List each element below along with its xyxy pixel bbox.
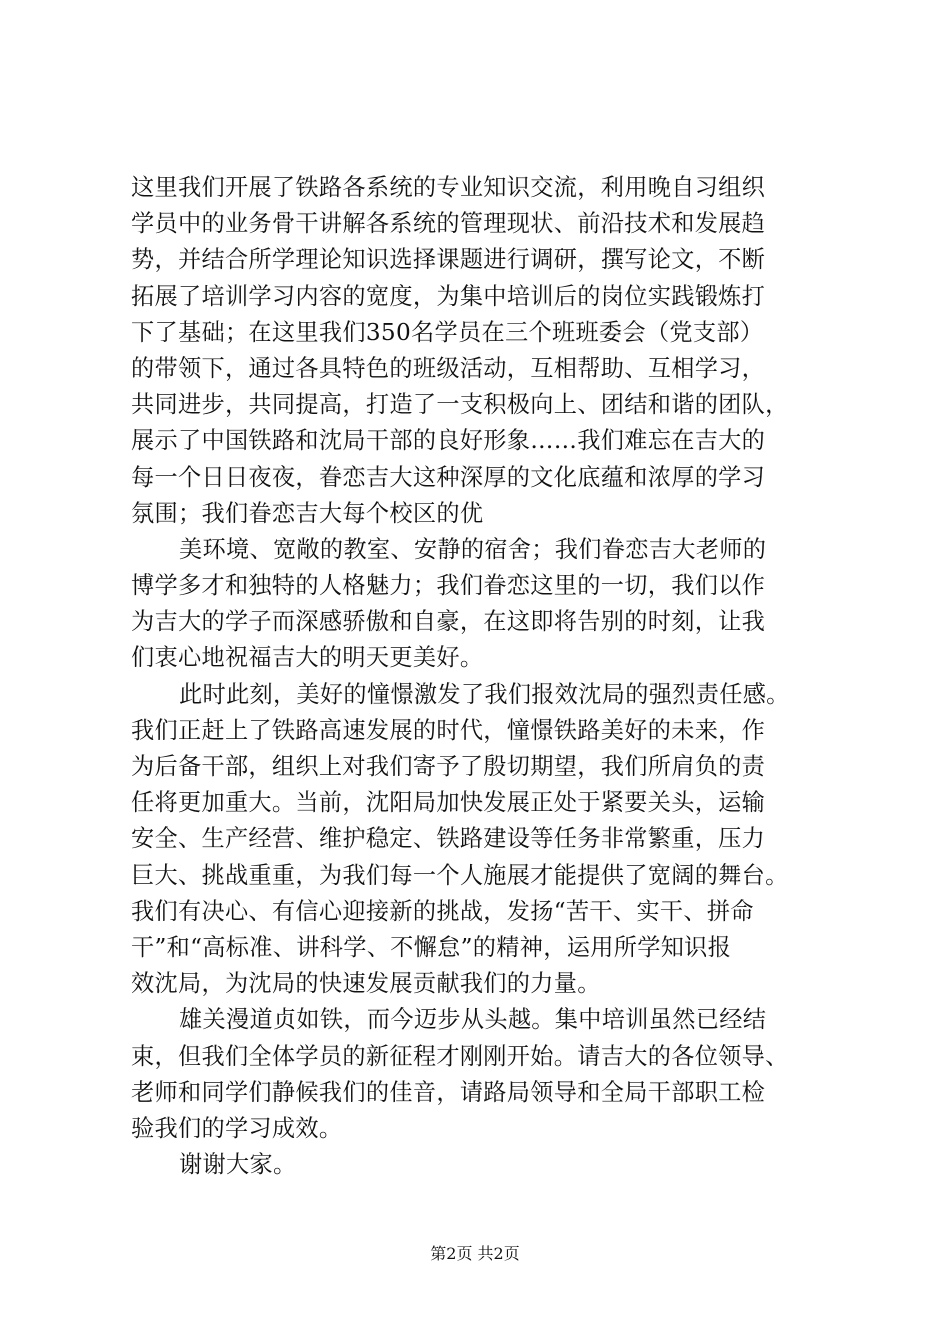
text-line: 老师和同学们静候我们的佳音，请路局领导和全局干部职工检 [131, 1078, 766, 1106]
text-line: 势，并结合所学理论知识选择课题进行调研，撰写论文，不断 [131, 246, 766, 274]
text-line: 氛围；我们眷恋吉大每个校区的优 [131, 499, 484, 527]
text-line: 巨大、挑战重重，为我们每一个人施展才能提供了宽阔的舞台。 [131, 861, 789, 889]
text-line: 下了基础；在这里我们350名学员在三个班班委会（党支部） [131, 318, 764, 346]
text-line: 我们正赶上了铁路高速发展的时代，憧憬铁路美好的未来，作 [131, 716, 766, 744]
body-text [131, 170, 851, 1183]
text-line: 验我们的学习成效。 [131, 1114, 343, 1142]
text-line: 展示了中国铁路和沈局干部的良好形象……我们难忘在吉大的 [131, 427, 766, 455]
text-line: 为后备干部，组织上对我们寄予了殷切期望，我们所肩负的责 [131, 753, 766, 780]
text-line: 每一个日日夜夜，眷恋吉大这种深厚的文化底蕴和浓厚的学习 [131, 463, 766, 491]
text-line: 共同进步，共同提高，打造了一支积极向上、团结和谐的团队， [131, 391, 789, 419]
text-line: 效沈局，为沈局的快速发展贡献我们的力量。 [131, 970, 601, 998]
text-line: 我们有决心、有信心迎接新的挑战，发扬“苦干、实干、拼命 [131, 897, 754, 925]
paragraph-start-line: 雄关漫道贞如铁，而今迈步从头越。集中培训虽然已经结 [179, 1006, 767, 1034]
text-line: 这里我们开展了铁路各系统的专业知识交流，利用晚自习组织 [131, 174, 766, 201]
text-line: 的带领下，通过各具特色的班级活动，互相帮助、互相学习， [131, 354, 766, 382]
text-line: 博学多才和独特的人格魅力；我们眷恋这里的一切，我们以作 [131, 572, 766, 600]
page-footer: 第2页 共2页 [430, 1244, 520, 1263]
text-line: 拓展了培训学习内容的宽度，为集中培训后的岗位实践锻炼打 [131, 282, 766, 310]
text-line: 学员中的业务骨干讲解各系统的管理现状、前沿技术和发展趋 [131, 210, 766, 238]
paragraph-start-line: 美环境、宽敞的教室、安静的宿舍；我们眷恋吉大老师的 [179, 535, 767, 563]
closing-line: 谢谢大家。 [179, 1151, 297, 1179]
text-line: 们衷心地祝福吉大的明天更美好。 [131, 644, 484, 672]
text-line: 安全、生产经营、维护稳定、铁路建设等任务非常繁重，压力 [131, 825, 766, 853]
text-line: 干”和“高标准、讲科学、不懈怠”的精神，运用所学知识报 [131, 933, 732, 961]
text-line: 任将更加重大。当前，沈阳局加快发展正处于紧要关头，运输 [131, 789, 766, 817]
paragraph-start-line: 此时此刻，美好的憧憬激发了我们报效沈局的强烈责任感。 [179, 680, 790, 708]
text-line: 为吉大的学子而深感骄傲和自豪，在这即将告别的时刻，让我 [131, 608, 766, 636]
text-line: 束，但我们全体学员的新征程才刚刚开始。请吉大的各位领导、 [131, 1042, 789, 1070]
